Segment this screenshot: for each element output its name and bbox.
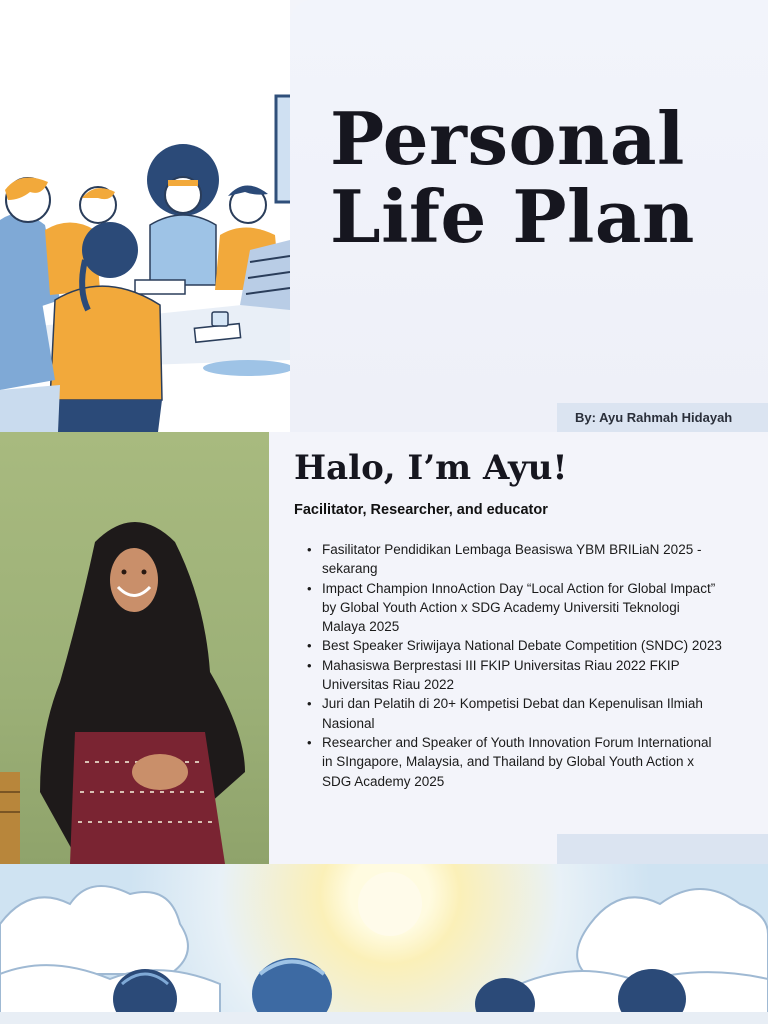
list-item: • Fasilitator Pendidikan Lembaga Beasiswa YBM BRILiaN 2025 - sekarang <box>322 540 722 579</box>
list-item: • Researcher and Speaker of Youth Innovation Forum International in SIngapore, Malaysia, and Thailand by Global Youth Action x SDG Academy 2025 <box>322 733 722 791</box>
portrait-drawing <box>0 432 269 864</box>
greeting-heading: Halo, I’m Ayu! <box>294 448 568 488</box>
sky-illustration <box>0 864 768 1024</box>
role-subtitle: Facilitator, Researcher, and educator <box>294 502 548 518</box>
profile-photo <box>0 432 269 864</box>
clouds-and-heads-drawing <box>0 864 768 1024</box>
page-title <box>330 96 750 259</box>
achievement-list <box>300 540 722 791</box>
group-discussion-illustration <box>0 0 290 432</box>
list-item: • Best Speaker Sriwijaya National Debate Competition (SNDC) 2023 <box>322 636 722 655</box>
title-line-2: Life Plan <box>330 174 695 259</box>
accent-bar <box>557 834 768 864</box>
people-at-table-drawing <box>0 0 290 432</box>
list-item: • Mahasiswa Berprestasi III FKIP Universitas Riau 2022 FKIP Universitas Riau 2022 <box>322 656 722 695</box>
author-byline: By: Ayu Rahmah Hidayah <box>557 403 768 432</box>
list-item: • Juri dan Pelatih di 20+ Kompetisi Debat dan Kepenulisan Ilmiah Nasional <box>322 694 722 733</box>
title-line-1: Personal <box>330 96 685 181</box>
list-item: • Impact Champion InnoAction Day “Local Action for Global Impact” by Global Youth Action x SDG Academy Universiti Teknologi Malaya 2025 <box>322 579 722 637</box>
